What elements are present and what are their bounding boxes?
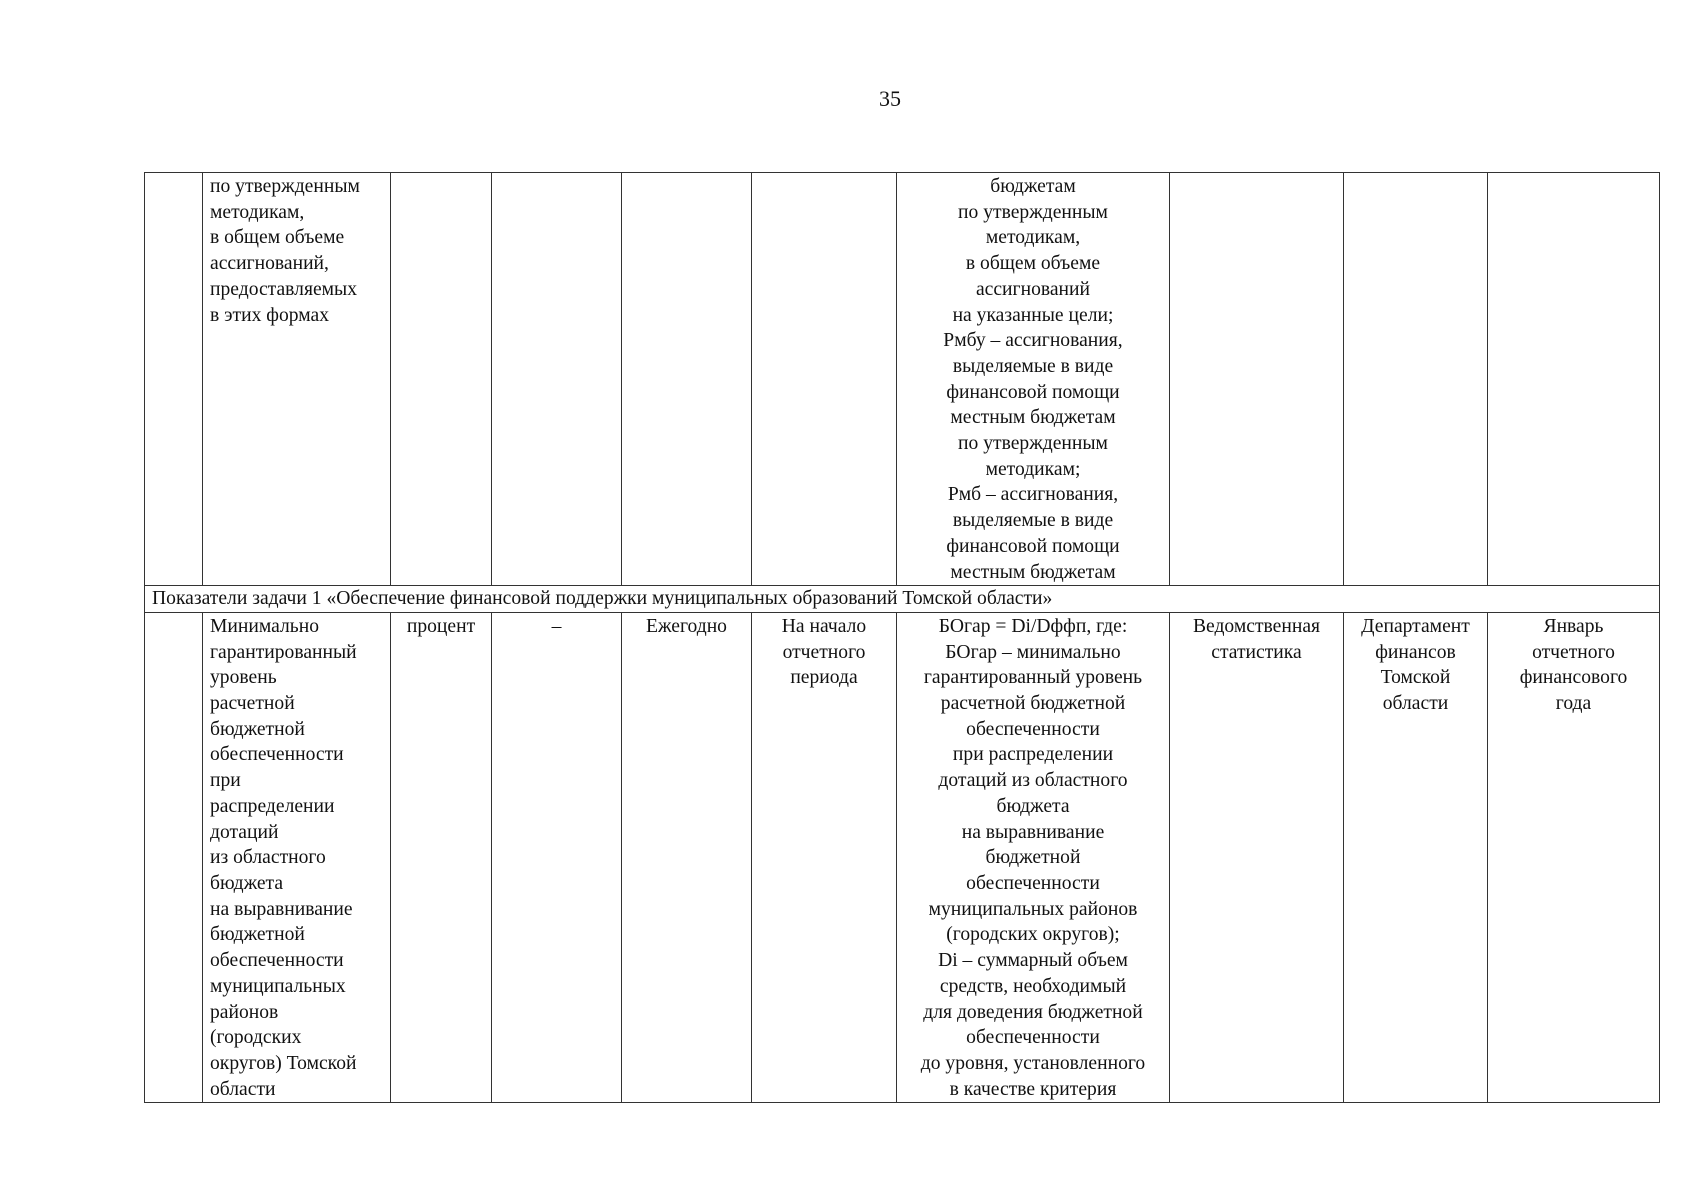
text-line: статистика [1211,641,1302,663]
indicators-table [144,172,1660,1103]
text-line: для доведения бюджетной [923,1001,1143,1023]
number-cell [145,612,203,1102]
text-line: БОгар – минимально [945,641,1121,663]
text-line: периода [790,667,858,689]
text-line: при распределении [952,744,1114,766]
indicator-name-text [210,614,383,1102]
text-line: обеспеченности [210,950,344,972]
formula-cell [897,612,1170,1102]
text-line: бюджета [210,872,284,894]
text-line: расчетной [210,693,295,715]
text-line: при [210,770,241,792]
text-line: Рмб – ассигнования, [947,484,1119,506]
text-line: обеспеченности [210,744,344,766]
text-line: бюджета [996,795,1070,817]
text-line: в этих формах [210,304,330,326]
timing-cell [752,612,897,1102]
text-line: методикам; [985,458,1081,480]
text-line: расчетной бюджетной [940,693,1126,715]
text-line: БОгар = Di/Dффп, где: [938,615,1128,637]
deadline-cell [1488,612,1660,1102]
responsible-text [1351,614,1480,717]
text-line: по утвержденным [210,176,360,197]
unit-cell: процент [391,612,492,1102]
text-line: районов [210,1001,279,1023]
text-line: до уровня, установленного [920,1052,1146,1074]
text-line: дотаций из областного [938,770,1128,792]
text-line: обеспеченности [966,872,1100,894]
timing-cell [752,173,897,586]
page-number: 35 [879,86,901,111]
text-line: ассигнований, [210,253,329,275]
text-line: обеспеченности [966,718,1100,740]
text-line: муниципальных [210,975,346,997]
text-line: в общем объеме [965,253,1101,275]
formula-cell [897,173,1170,586]
text-line: уровень [210,667,277,689]
indicator-name-text [210,174,383,328]
text-line: Томской [1380,667,1451,689]
timing-text [759,614,889,691]
text-line: отчетного [1532,641,1615,663]
text-line: по утвержденным [958,201,1108,223]
text-line: отчетного [782,641,866,663]
deadline-text [1495,614,1652,717]
text-line: распределении [210,795,335,817]
dash-cell [492,173,622,586]
text-line: выделяемые в виде [952,355,1114,377]
text-line: обеспеченности [966,1027,1100,1049]
text-line: (городских округов); [946,924,1120,946]
text-line: методикам, [210,201,305,223]
text-line: (городских [210,1027,302,1049]
indicator-row [145,612,1660,1102]
continuation-row [145,173,1660,586]
source-cell [1170,173,1344,586]
text-line: Рмбу – ассигнования, [943,330,1123,352]
text-line: средств, необходимый [939,975,1127,997]
text-line: бюджетной [210,718,305,740]
section-header-row [145,586,1660,613]
text-line: по утвержденным [958,433,1108,455]
text-line: Минимально [210,615,320,637]
text-line: бюджетной [985,847,1081,869]
text-line: предоставляемых [210,278,358,300]
text-line: выделяемые в виде [952,510,1114,532]
number-cell [145,173,203,586]
text-line: в общем объеме [210,227,345,249]
text-line: финансов [1375,641,1456,663]
text-line: на выравнивание [961,821,1105,843]
text-line: года [1555,693,1592,715]
text-line: бюджетам [990,176,1076,197]
text-line: муниципальных районов [928,898,1138,920]
periodicity-cell [622,173,752,586]
unit-cell [391,173,492,586]
text-line: гарантированный уровень [923,667,1143,689]
text-line: на указанные цели; [952,304,1114,326]
indicator-name-cell [203,612,391,1102]
responsible-cell [1344,173,1488,586]
deadline-cell [1488,173,1660,586]
text-line: в качестве критерия [949,1078,1117,1100]
text-line: финансовой помощи [946,535,1120,557]
source-text [1177,614,1336,665]
text-line: Di – суммарный объем [938,950,1128,972]
text-line: бюджетной [210,924,305,946]
text-line: округов) Томской [210,1052,357,1074]
text-line: дотаций [210,821,279,843]
text-line: методикам, [985,227,1081,249]
text-line: финансового [1519,667,1628,689]
text-line: местным бюджетам [950,407,1116,429]
text-line: из областного [210,847,326,869]
indicator-name-cell [203,173,391,586]
formula-text [904,614,1162,1102]
text-line: на выравнивание [210,898,353,920]
text-line: местным бюджетам [950,561,1116,583]
text-line: Ведомственная [1192,615,1321,637]
text-line: финансовой помощи [946,381,1120,403]
text-line: гарантированный [210,641,357,663]
formula-text [904,174,1162,585]
text-line: Январь [1543,615,1604,637]
dash-cell: – [492,612,622,1102]
responsible-cell [1344,612,1488,1102]
source-cell [1170,612,1344,1102]
text-line: Департамент [1361,615,1470,637]
text-line: области [210,1078,276,1100]
text-line: области [1382,693,1449,715]
text-line: ассигнований [975,278,1091,300]
text-line: На начало [781,615,867,637]
periodicity-cell: Ежегодно [622,612,752,1102]
section-header: Показатели задачи 1 «Обеспечение финансовой поддержки муниципальных образований Томской области» [145,586,1660,613]
